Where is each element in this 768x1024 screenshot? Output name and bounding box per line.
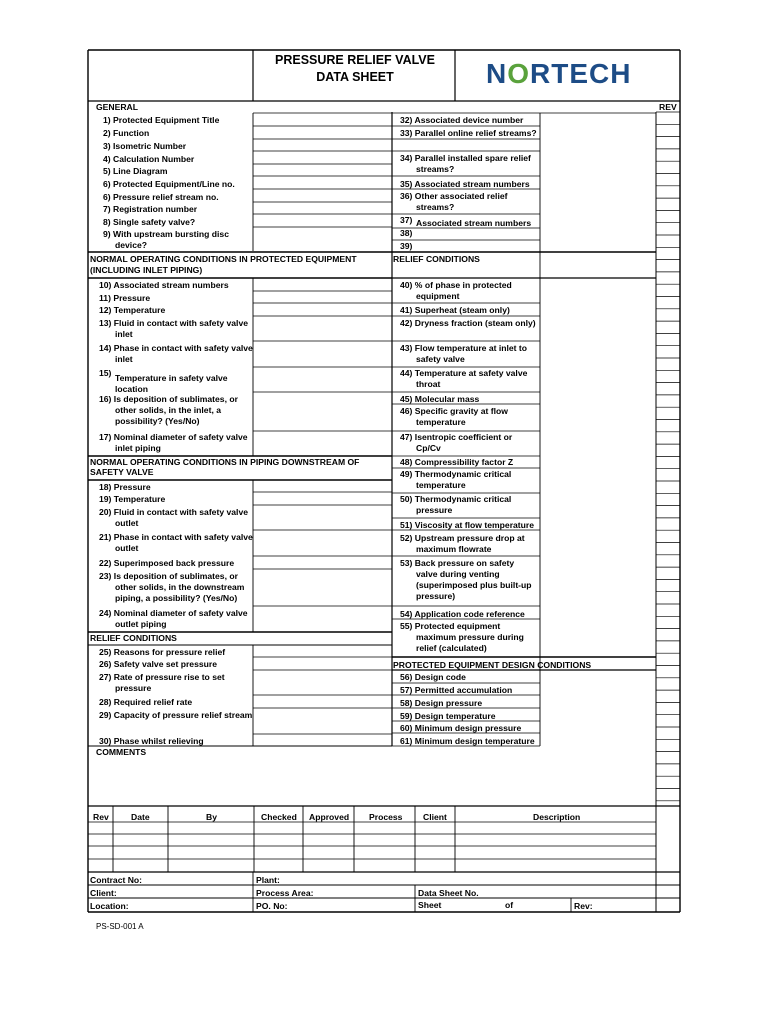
left-field-label: inlet [115,329,133,339]
left-section-heading: RELIEF CONDITIONS [90,633,177,643]
right-field-label: 41) Superheat (steam only) [400,305,510,315]
right-field-label: temperature [416,480,466,490]
left-field-label: 11) Pressure [99,293,151,303]
right-field-label: Cp/Cv [416,443,441,453]
sheet-label: Sheet [418,900,442,910]
right-field-label: 57) Permitted accumulation [400,685,513,695]
plant-label: Plant: [256,875,280,885]
rev-table-header-client: Client [423,812,447,822]
data-sheet-no-label: Data Sheet No. [418,888,479,898]
left-field-label: 17) Nominal diameter of safety valve [99,432,248,442]
left-field-label: 24) Nominal diameter of safety valve [99,608,248,618]
left-field-label: piping, a possibility? (Yes/No) [115,593,238,603]
rev-table-header-checked: Checked [261,812,297,822]
right-field-label: 47) Isentropic coefficient or [400,432,513,442]
rev-table-header-by: By [206,812,217,822]
right-field-label: 34) Parallel installed spare relief [400,153,531,163]
left-field-label: 2) Function [103,128,150,138]
left-field-label: outlet piping [115,619,167,629]
right-field-label: maximum flowrate [416,544,492,554]
right-field-label: streams? [416,202,455,212]
right-field-label: 55) Protected equipment [400,621,501,631]
right-field-label: relief (calculated) [416,643,487,653]
right-field-label: 61) Minimum design temperature [400,736,535,746]
left-field-label: device? [115,240,148,250]
left-field-label: location [115,384,148,394]
right-field-label: 42) Dryness fraction (steam only) [400,318,536,328]
left-section-heading: SAFETY VALVE [90,467,154,477]
left-field-label: 9) With upstream bursting disc [103,229,229,239]
left-field-label: 6) Protected Equipment/Line no. [103,179,235,189]
left-section-heading: NORMAL OPERATING CONDITIONS IN PIPING DOWNSTREAM OF [90,457,360,467]
left-field-label: 12) Temperature [99,305,166,315]
rev-table-header-rev: Rev [93,812,109,822]
location-label: Location: [90,901,129,911]
left-field-label: 28) Required relief rate [99,697,193,707]
right-field-label: 50) Thermodynamic critical [400,494,512,504]
left-field-label: 19) Temperature [99,494,166,504]
right-section-heading: RELIEF CONDITIONS [393,254,480,264]
title-line-1: PRESSURE RELIEF VALVE [275,53,435,67]
right-field-label: 54) Application code reference [400,609,525,619]
left-field-label: outlet [115,518,139,528]
right-field-label: throat [416,379,441,389]
right-field-label: valve during venting [416,569,500,579]
right-field-label: 38) [400,228,413,238]
rev-table-header-process: Process [369,812,403,822]
right-field-label: 43) Flow temperature at inlet to [400,343,528,353]
left-field-label: 1) Protected Equipment Title [103,115,220,125]
document-title [255,52,455,86]
left-field-label: 3) Isometric Number [103,141,187,151]
left-field-label: 22) Superimposed back pressure [99,558,235,568]
right-field-label: 32) Associated device number [400,115,524,125]
right-section-heading: PROTECTED EQUIPMENT DESIGN CONDITIONS [393,660,592,670]
left-field-label: other solids, in the downstream [115,582,245,592]
company-logo [486,58,631,90]
logo-o: O [507,58,531,89]
process-area-label: Process Area: [256,888,314,898]
left-field-label: inlet piping [115,443,161,453]
document-code: PS-SD-001 A [96,922,144,931]
left-field-label: possibility? (Yes/No) [115,416,200,426]
right-field-label: Associated stream numbers [416,218,532,228]
left-field-label: 10) Associated stream numbers [99,280,229,290]
contract-no-label: Contract No: [90,875,143,885]
right-field-label: 52) Upstream pressure drop at [400,533,525,543]
right-field-label: equipment [416,291,460,301]
left-field-label: 23) Is deposition of sublimates, or [99,571,238,581]
right-field-label: 40) % of phase in protected [400,280,512,290]
left-field-label: 26) Safety valve set pressure [99,659,217,669]
title-line-2: DATA SHEET [316,70,394,84]
left-field-label: 30) Phase whilst relieving [99,736,204,746]
left-field-label: 13) Fluid in contact with safety valve [99,318,248,328]
left-field-label: pressure [115,683,152,693]
right-field-label: safety valve [416,354,465,364]
right-field-label: (superimposed plus built-up [416,580,532,590]
right-field-label: 58) Design pressure [400,698,483,708]
rev-table-header-date: Date [131,812,150,822]
right-field-label: 46) Specific gravity at flow [400,406,508,416]
right-field-label: 36) Other associated relief [400,191,508,201]
left-field-label: inlet [115,354,133,364]
left-field-label: 25) Reasons for pressure relief [99,647,226,657]
right-field-label: 48) Compressibility factor Z [400,457,514,467]
left-field-label: 6) Pressure relief stream no. [103,192,219,202]
right-field-label: 59) Design temperature [400,711,496,721]
left-field-label: 20) Fluid in contact with safety valve [99,507,248,517]
rev-column-label: REV [659,102,677,112]
left-field-label: 4) Calculation Number [103,154,195,164]
right-field-label: temperature [416,417,466,427]
left-field-label: 14) Phase in contact with safety valve [99,343,253,353]
right-field-label: 56) Design code [400,672,466,682]
right-field-label: 33) Parallel online relief streams? [400,128,537,138]
left-field-label: 16) Is deposition of sublimates, or [99,394,238,404]
left-field-label: 5) Line Diagram [103,166,168,176]
right-field-label: 60) Minimum design pressure [400,723,522,733]
left-field-label: 15) [99,368,112,378]
left-field-label: 8) Single safety valve? [103,217,196,227]
left-field-label: 21) Phase in contact with safety valve [99,532,253,542]
right-field-label: 53) Back pressure on safety [400,558,515,568]
left-section-heading: COMMENTS [96,747,147,757]
right-field-label: 35) Associated stream numbers [400,179,530,189]
right-field-label: 39) [400,241,413,251]
po-no-label: PO. No: [256,901,288,911]
rev-footer-label: Rev: [574,901,593,911]
right-field-label: 45) Molecular mass [400,394,480,404]
rev-table-header-approved: Approved [309,812,350,822]
logo-text-1: N [486,58,508,89]
left-field-label: Temperature in safety valve [115,373,228,383]
right-field-label: 51) Viscosity at flow temperature [400,520,535,530]
left-section-heading: (INCLUDING INLET PIPING) [90,265,203,275]
right-field-label: streams? [416,164,455,174]
client-label: Client: [90,888,117,898]
left-field-label: outlet [115,543,139,553]
logo-text-2: RTECH [530,58,632,89]
left-field-label: other solids, in the inlet, a [115,405,222,415]
left-field-label: 27) Rate of pressure rise to set [99,672,225,682]
right-field-label: 49) Thermodynamic critical [400,469,512,479]
rev-table-header-description: Description [533,812,581,822]
left-field-label: 18) Pressure [99,482,151,492]
left-section-heading: GENERAL [96,102,139,112]
left-field-label: 7) Registration number [103,204,198,214]
left-field-label: 29) Capacity of pressure relief stream [99,710,253,720]
right-field-label: pressure) [416,591,456,601]
sheet-of-label: of [505,900,514,910]
right-field-label: 44) Temperature at safety valve [400,368,528,378]
right-field-label: 37) [400,215,413,225]
left-section-heading: NORMAL OPERATING CONDITIONS IN PROTECTED EQUIPMENT [90,254,357,264]
right-field-label: pressure [416,505,453,515]
right-field-label: maximum pressure during [416,632,524,642]
